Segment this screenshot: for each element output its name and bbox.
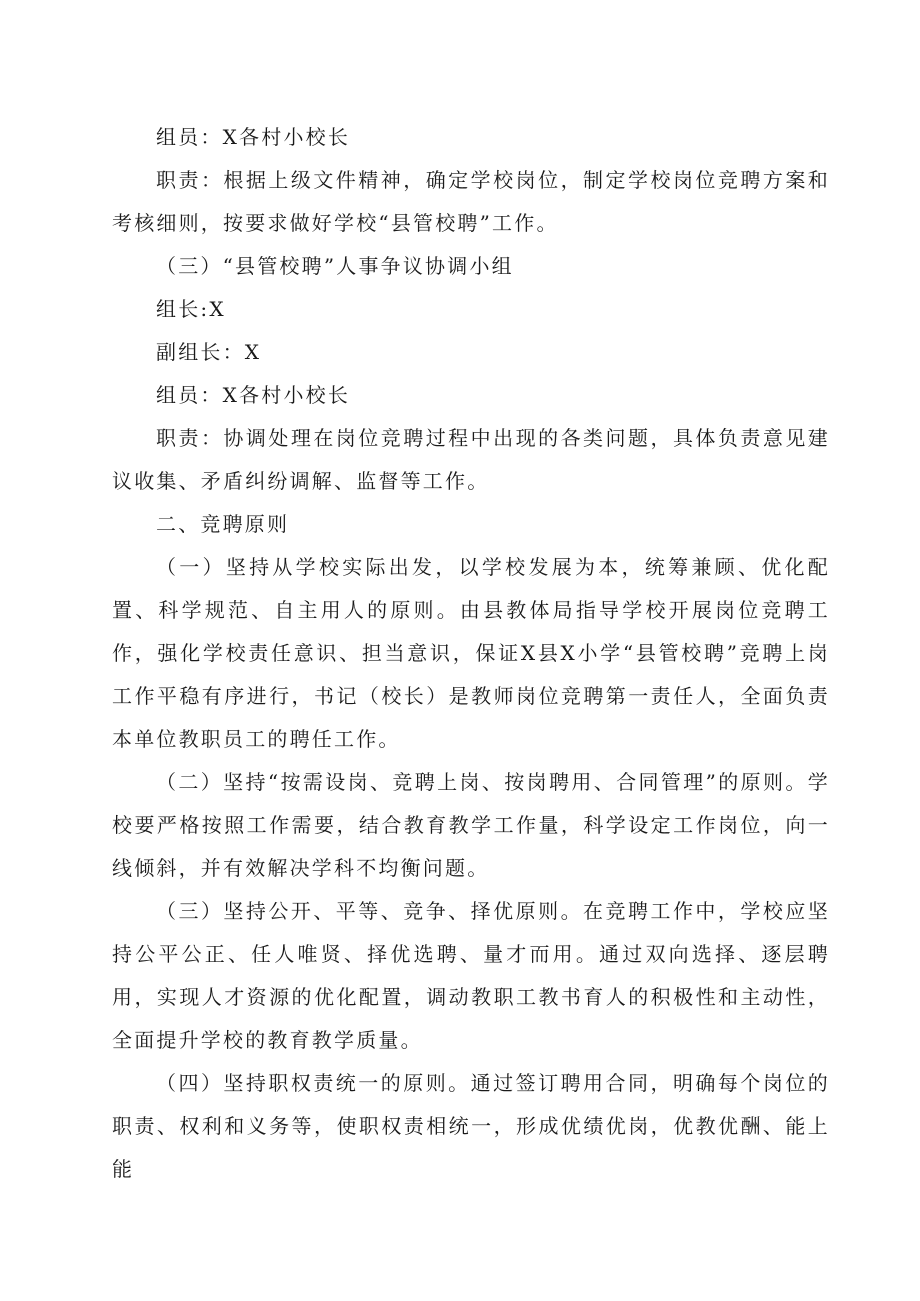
document-body [112, 116, 830, 1191]
paragraph-principle-4: （四）坚持职权责统一的原则。通过签订聘用合同，明确每个岗位的职责、权利和义务等，使职权责相统一，形成优绩优岗，优教优酬、能上能 [112, 1071, 830, 1181]
paragraph-principles-heading: 二、竞聘原则 [156, 512, 290, 536]
paragraph-principle-3: （三）坚持公开、平等、竞争、择优原则。在竞聘工作中，学校应坚持公平公正、任人唯贤、择优选聘、量才而用。通过双向选择、逐层聘用，实现人才资源的优化配置，调动教职工教书育人的积极性和主动性，全面提升学校的教育教学质量。 [112, 899, 830, 1052]
paragraph-group-leader: 组长:X [156, 297, 226, 321]
paragraph-members-2: 组员：X各村小校长 [156, 383, 351, 407]
paragraph-duties-2: 职责：协调处理在岗位竞聘过程中出现的各类问题，具体负责意见建议收集、矛盾纠纷调解、监督等工作。 [112, 426, 830, 493]
paragraph-principle-2: （二）坚持“按需设岗、竞聘上岗、按岗聘用、合同管理”的原则。学校要严格按照工作需要，结合教育教学工作量，科学设定工作岗位，向一线倾斜，并有效解决学科不均衡问题。 [112, 770, 830, 880]
paragraph-duties-1: 职责：根据上级文件精神，确定学校岗位，制定学校岗位竞聘方案和考核细则，按要求做好学校“县管校聘”工作。 [112, 168, 830, 235]
paragraph-deputy-leader: 副组长：X [156, 340, 262, 364]
paragraph-principle-1: （一）坚持从学校实际出发，以学校发展为本，统筹兼顾、优化配置、科学规范、自主用人的原则。由县教体局指导学校开展岗位竞聘工作，强化学校责任意识、担当意识，保证X县X小学“县管校聘”竞聘上岗工作平稳有序进行，书记（校长）是教师岗位竞聘第一责任人，全面负责本单位教职员工的聘任工作。 [112, 555, 830, 751]
paragraph-section-3-heading: （三）“县管校聘”人事争议协调小组 [156, 254, 514, 278]
paragraph-members-1: 组员：X各村小校长 [156, 125, 351, 149]
